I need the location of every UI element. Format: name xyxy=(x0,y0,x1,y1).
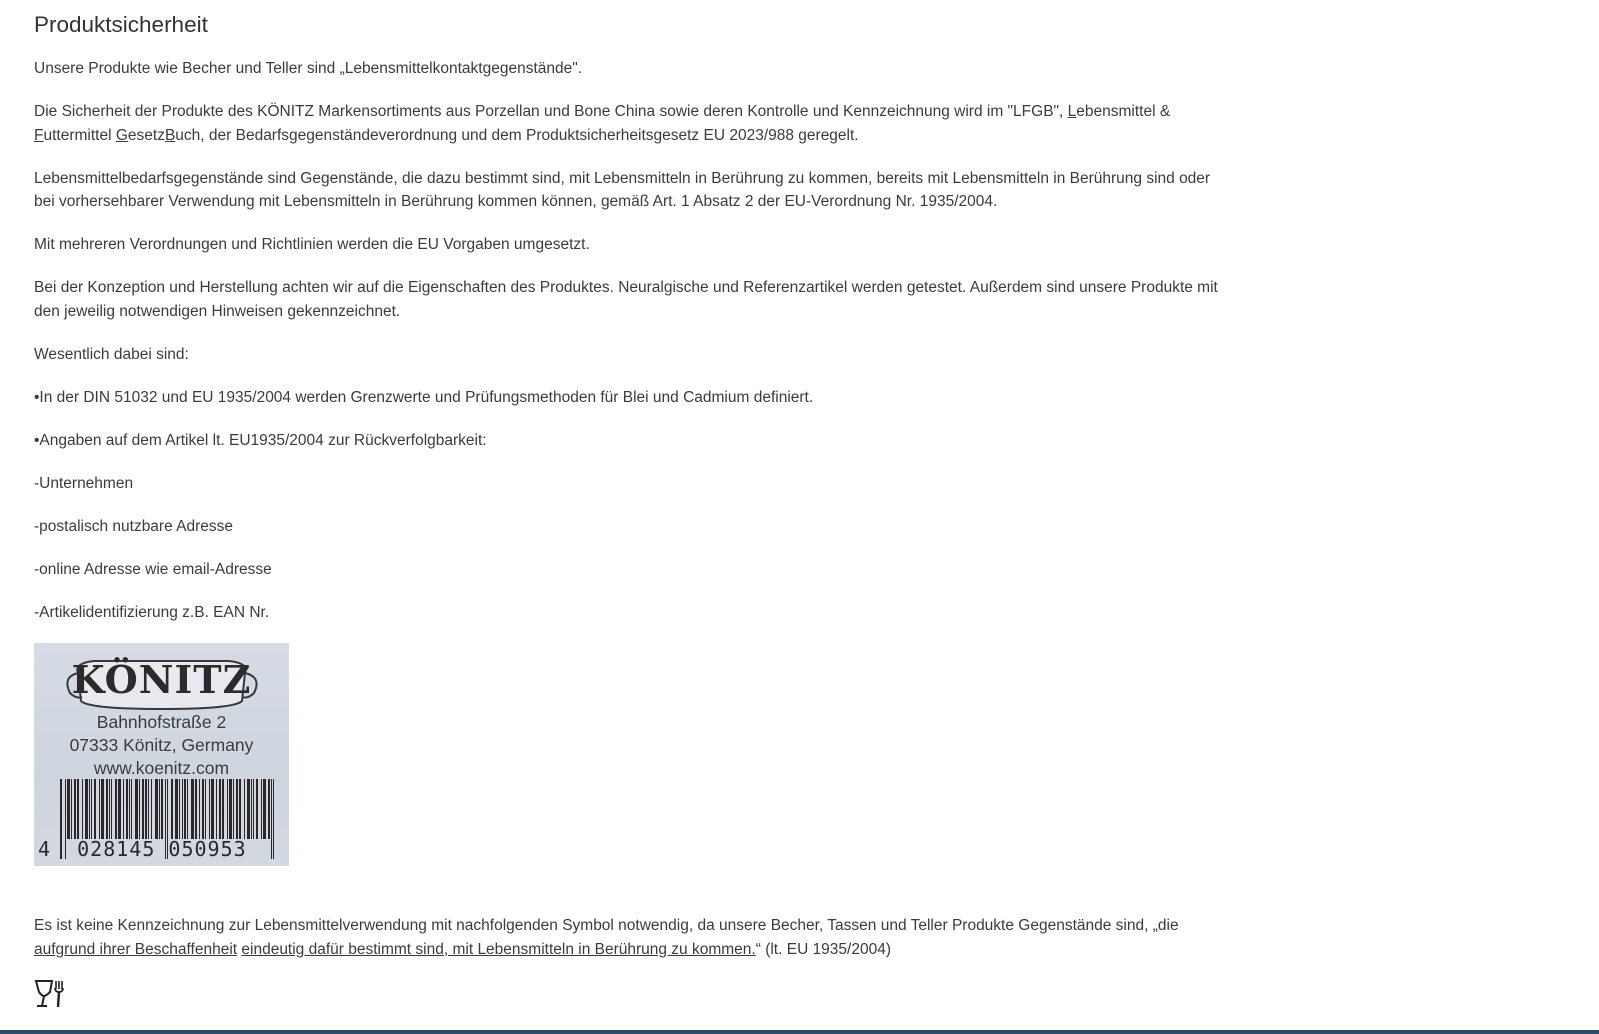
barcode-bar xyxy=(82,779,83,839)
barcode-bar xyxy=(187,779,188,839)
bottom-border xyxy=(0,1030,1599,1034)
barcode-bar xyxy=(199,779,200,839)
paragraph-definition: Lebensmittelbedarfsgegenstände sind Gegenstände, die dazu bestimmt sind, mit Lebensmitteln in Berührung zu kommen, bereits mit Lebensmitteln in Berührung sind oder bei vorhersehbarer Verwendung mit Lebensmitteln in Berührung kommen können, gemäß Art. 1 Absatz 2 der EU-Verordnung Nr. 1935/2004. xyxy=(34,169,1211,210)
barcode-bar xyxy=(268,779,270,839)
barcode-bar xyxy=(209,779,210,839)
barcode-bar xyxy=(271,779,272,859)
barcode-bar xyxy=(219,779,221,839)
barcode-bar xyxy=(261,779,262,839)
barcode-bar xyxy=(191,779,194,839)
barcode-bar xyxy=(106,779,108,839)
barcode-bar xyxy=(179,779,180,839)
barcode-bar xyxy=(99,779,100,839)
barcode-bar xyxy=(77,779,79,839)
barcode-bar xyxy=(123,779,124,839)
barcode-bar xyxy=(233,779,234,839)
barcode-bar xyxy=(195,779,197,839)
barcode-bar xyxy=(145,779,147,839)
barcode-bar xyxy=(115,779,117,839)
text-span: ebensmittel & xyxy=(1076,103,1171,120)
barcode-bar xyxy=(94,779,96,839)
barcode-bar xyxy=(229,779,232,839)
barcode-bar xyxy=(71,779,72,839)
label-address-street: Bahnhofstraße 2 xyxy=(96,712,227,732)
underlined-phrase: eindeutig dafür bestimmt sind, mit Lebensmitteln in Berührung zu kommen. xyxy=(241,940,756,958)
paragraph-no-symbol xyxy=(34,914,1234,961)
underlined-letter: L xyxy=(1067,103,1077,120)
barcode-bar xyxy=(151,779,152,839)
ean-rest-digits: 028145 050953 xyxy=(77,837,247,861)
page-title: Produktsicherheit xyxy=(34,12,208,37)
paragraph-conception: Bei der Konzeption und Herstellung achten wir auf die Eigenschaften des Produktes. Neuralgische und Referenzartikel werden getestet. Außerdem sind unsere Produkte mit den jeweilig notwendigen Hinweisen gekennzeichnet. xyxy=(34,279,1218,320)
barcode-bar xyxy=(184,779,186,839)
barcode-bar xyxy=(91,779,92,839)
barcode-bar xyxy=(239,779,241,839)
paragraph-regulations: Mit mehreren Verordnungen und Richtlinien werden die EU Vorgaben umgesetzt. xyxy=(34,236,590,253)
product-label-image xyxy=(34,643,289,866)
barcode-bar xyxy=(216,779,217,839)
barcode-bar xyxy=(159,779,160,839)
barcode-bar xyxy=(227,779,228,839)
barcode-bar xyxy=(205,779,206,839)
text-span: esetz xyxy=(127,126,165,144)
underlined-letter: G xyxy=(115,126,128,144)
text-span: Es ist keine Kennzeichnung zur Lebensmittelverwendung mit nachfolgenden Symbol notwendig, da unsere Becher, Tassen und Teller Produkte Gegenstände sind, „die xyxy=(34,917,1179,934)
barcode-bar xyxy=(142,779,144,839)
barcode-bar xyxy=(67,779,70,839)
barcode-bar xyxy=(175,779,178,839)
barcode-bar xyxy=(126,779,128,839)
barcode-bar xyxy=(89,779,90,839)
barcode-bar xyxy=(236,779,238,839)
barcode-bar xyxy=(74,779,76,839)
koenitz-logo: KÖNITZ xyxy=(71,657,252,702)
barcode-bar xyxy=(244,779,245,839)
label-ean-number xyxy=(38,837,247,861)
list-item-online: -online Adresse wie email-Adresse xyxy=(34,560,272,578)
paragraph-lfgb xyxy=(34,100,1234,147)
barcode-bar xyxy=(247,779,250,839)
underlined-letter: F xyxy=(34,126,44,144)
barcode-bar xyxy=(222,779,224,839)
barcode-bar xyxy=(171,779,173,839)
barcode-bar xyxy=(253,779,254,839)
list-item-postal: -postalisch nutzbare Adresse xyxy=(34,517,234,535)
underlined-phrase: aufgrund ihrer Beschaffenheit xyxy=(34,940,238,958)
barcode-bar xyxy=(182,779,183,839)
bullet-traceability: •Angaben auf dem Artikel lt. EU1935/2004 zur Rückverfolgbarkeit: xyxy=(34,431,487,449)
barcode-bar xyxy=(111,779,112,839)
barcode-bar xyxy=(101,779,104,839)
label-address-web: www.koenitz.com xyxy=(93,758,230,778)
barcode-bar xyxy=(251,779,252,839)
barcode-bar xyxy=(131,779,132,839)
text-span: “ (lt. EU 1935/2004) xyxy=(755,940,891,958)
barcode-bar xyxy=(139,779,140,839)
bullet-din: •In der DIN 51032 und EU 1935/2004 werden Grenzwerte und Prüfungsmethoden für Blei und Cadmium definiert. xyxy=(34,388,814,406)
list-item-company: -Unternehmen xyxy=(34,474,134,492)
barcode-bar xyxy=(118,779,121,839)
barcode-bar xyxy=(256,779,258,839)
barcode-bar xyxy=(155,779,158,839)
barcode-bar xyxy=(109,779,110,839)
text-span: uch, der Bedarfsgegenständeverordnung und dem Produktsicherheitsgesetz EU 2023/988 geregelt. xyxy=(175,126,859,144)
paragraph-essential: Wesentlich dabei sind: xyxy=(34,345,189,363)
paragraph-intro: Unsere Produkte wie Becher und Teller sind „Lebensmittelkontaktgegenstände". xyxy=(34,60,583,77)
list-item-ean: -Artikelidentifizierung z.B. EAN Nr. xyxy=(34,603,270,621)
barcode-bar xyxy=(211,779,214,839)
barcode-bar xyxy=(85,779,88,839)
barcode-bar xyxy=(273,779,274,859)
barcode-bar xyxy=(148,779,149,839)
barcode-bar xyxy=(161,779,163,839)
barcode-bar xyxy=(129,779,130,839)
label-address-city: 07333 Könitz, Germany xyxy=(69,735,254,755)
text-span: Die Sicherheit der Produkte des KÖNITZ Markensortiments aus Porzellan und Bone China sowie deren Kontrolle und Kennzeichnung wird im "LFGB", xyxy=(34,103,1068,120)
barcode-bar xyxy=(263,779,266,839)
text-span: uttermittel xyxy=(43,126,116,144)
barcode-bar xyxy=(135,779,138,839)
barcode-bar xyxy=(202,779,204,839)
underlined-letter: B xyxy=(164,126,176,144)
main-content xyxy=(34,10,1234,981)
ean-first-digit: 4 xyxy=(38,837,52,861)
glass-fork-icon xyxy=(34,978,66,1010)
